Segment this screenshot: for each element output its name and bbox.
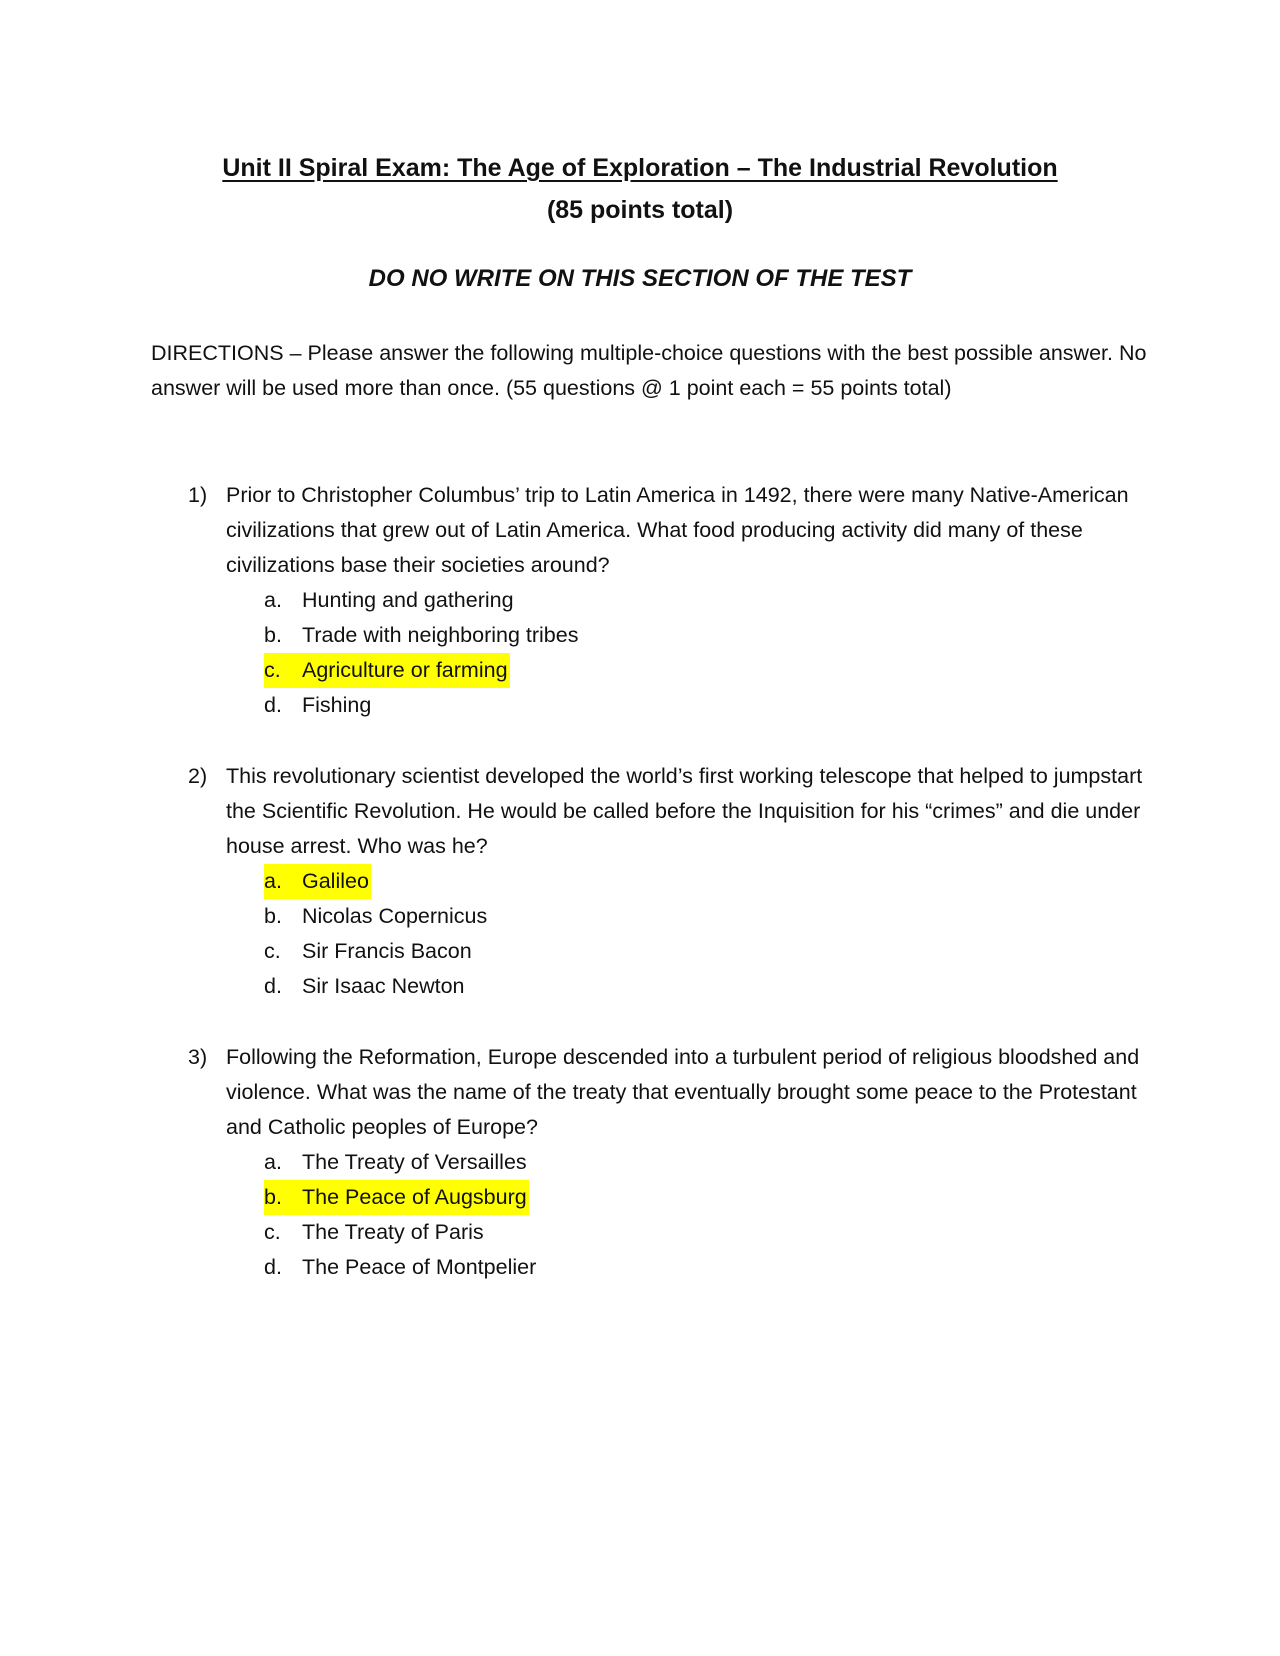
answer-option-c — [264, 1215, 1148, 1250]
answer-option-b — [264, 899, 1148, 934]
option-text: Galileo — [302, 869, 369, 893]
question-text: Following the Reformation, Europe descended into a turbulent period of religious bloodshed and violence. What was the name of the treaty that eventually brought some peace to the Protestant and Catholic peoples of Europe? — [226, 1045, 1140, 1139]
option-text: The Peace of Montpelier — [302, 1255, 537, 1279]
option-text: Sir Francis Bacon — [302, 939, 472, 963]
option-letter: a. — [264, 869, 282, 893]
directions-paragraph: DIRECTIONS – Please answer the following multiple-choice questions with the best possible answer. No answer will be used more than once. (55 questions @ 1 point each = 55 points total) — [151, 341, 1147, 400]
answer-option-c — [264, 934, 1148, 969]
option-letter: a. — [264, 588, 282, 612]
option-letter: d. — [264, 974, 282, 998]
option-letter: b. — [264, 623, 282, 647]
option-letter: b. — [264, 1185, 282, 1209]
answer-option-a — [264, 583, 1148, 618]
answer-options — [264, 864, 1148, 1004]
option-text: Agriculture or farming — [302, 658, 508, 682]
answer-option-d — [264, 1250, 1148, 1285]
option-text: The Peace of Augsburg — [302, 1185, 527, 1209]
answer-options — [264, 583, 1148, 723]
option-text: Fishing — [302, 693, 372, 717]
option-text: Nicolas Copernicus — [302, 904, 488, 928]
question-text: Prior to Christopher Columbus’ trip to Latin America in 1492, there were many Native-American civilizations that grew out of Latin America. What food producing activity did many of these civilizations base their societies around? — [226, 483, 1129, 577]
option-letter: b. — [264, 904, 282, 928]
question-number: 3) — [188, 1045, 208, 1069]
answer-option-d — [264, 688, 1148, 723]
question-1 — [188, 478, 1148, 723]
option-text: The Treaty of Versailles — [302, 1150, 527, 1174]
option-letter: c. — [264, 939, 281, 963]
question-3 — [188, 1040, 1148, 1285]
option-letter: c. — [264, 1220, 281, 1244]
answer-option-b — [264, 618, 1148, 653]
points-total: (85 points total) — [546, 196, 734, 224]
option-text: Hunting and gathering — [302, 588, 514, 612]
answer-option-a — [264, 1145, 1148, 1180]
answer-option-a — [264, 864, 1148, 899]
answer-option-b — [264, 1180, 1148, 1215]
question-number: 2) — [188, 764, 208, 788]
option-letter: d. — [264, 693, 282, 717]
option-letter: d. — [264, 1255, 282, 1279]
option-letter: a. — [264, 1150, 282, 1174]
exam-title — [0, 148, 1280, 188]
answer-option-d — [264, 969, 1148, 1004]
option-text: Sir Isaac Newton — [302, 974, 465, 998]
option-text: The Treaty of Paris — [302, 1220, 484, 1244]
exam-title-text: Unit II Spiral Exam: The Age of Exploration – The Industrial Revolution — [222, 154, 1058, 182]
answer-option-c — [264, 653, 1148, 688]
option-letter: c. — [264, 658, 281, 682]
question-2 — [188, 759, 1148, 1004]
question-number: 1) — [188, 483, 208, 507]
answer-options — [264, 1145, 1148, 1285]
question-text: This revolutionary scientist developed the world’s first working telescope that helped to jumpstart the Scientific Revolution. He would be called before the Inquisition for his “crimes” and die under house arrest. Who was he? — [226, 764, 1143, 858]
option-text: Trade with neighboring tribes — [302, 623, 579, 647]
do-not-write-notice: DO NO WRITE ON THIS SECTION OF THE TEST — [368, 265, 912, 292]
